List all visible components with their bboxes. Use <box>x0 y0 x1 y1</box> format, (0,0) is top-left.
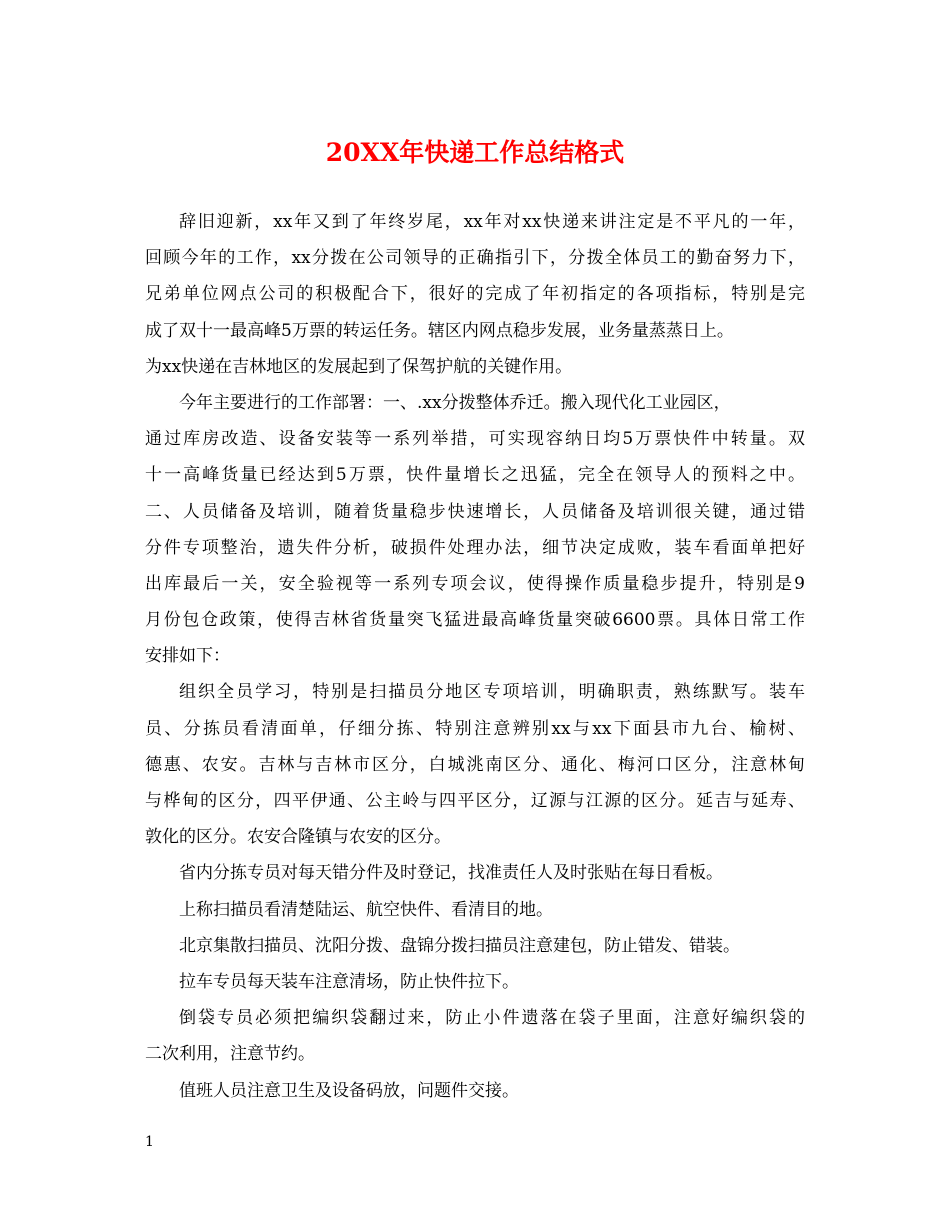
text-line: 二次利用，注意节约。 <box>145 1044 315 1065</box>
text-line: 分件专项整治，遗失件分析，破损件处理办法，细节决定成败，装车看面单把好 <box>145 537 805 558</box>
text-line: 为xx快递在吉林地区的发展起到了保驾护航的关键作用。 <box>145 356 573 377</box>
text-line: 省内分拣专员对每天错分件及时登记，找准责任人及时张贴在每日看板。 <box>179 863 723 884</box>
text-line: 敦化的区分。农安合隆镇与农安的区分。 <box>145 827 451 848</box>
document-title: 20XX年快递工作总结格式 <box>325 138 625 167</box>
text-line: 十一高峰货量已经达到5万票，快件量增长之迅猛，完全在领导人的预料之中。 <box>145 465 805 486</box>
text-line: 倒袋专员必须把编织袋翻过来，防止小件遗落在袋子里面，注意好编织袋的 <box>179 1008 805 1029</box>
text-line: 值班人员注意卫生及设备码放，问题件交接。 <box>179 1080 519 1101</box>
text-line: 辞旧迎新，xx年又到了年终岁尾，xx年对xx快递来讲注定是不平凡的一年， <box>179 212 805 232</box>
page-number: 1 <box>145 1134 154 1150</box>
text-line: 二、人员储备及培训，随着货量稳步快速增长，人员储备及培训很关键，通过错 <box>145 501 805 522</box>
text-line: 拉车专员每天装车注意清场，防止快件拉下。 <box>179 971 519 992</box>
text-line: 月份包仓政策，使得吉林省货量突飞猛进最高峰货量突破6600票。具体日常工作 <box>145 610 805 631</box>
text-line: 员、分拣员看清面单，仔细分拣、特别注意辨别xx与xx下面县市九台、榆树、 <box>145 718 805 739</box>
text-line: 北京集散扫描员、沈阳分拨、盘锦分拨扫描员注意建包，防止错发、错装。 <box>179 935 740 956</box>
text-line: 今年主要进行的工作部署：一、.xx分拨整体乔迁。搬入现代化工业园区， <box>179 392 731 413</box>
text-line: 与桦甸的区分，四平伊通、公主岭与四平区分，辽源与江源的区分。延吉与延寿、 <box>145 791 805 811</box>
text-line: 通过库房改造、设备安装等一系列举措，可实现容纳日均5万票快件中转量。双 <box>145 429 805 450</box>
text-line: 出库最后一关，安全验视等一系列专项会议，使得操作质量稳步提升，特别是9 <box>145 573 805 594</box>
text-line: 上称扫描员看清楚陆运、航空快件、看清目的地。 <box>179 899 553 920</box>
document-body <box>145 207 805 1112</box>
text-line: 兄弟单位网点公司的积极配合下，很好的完成了年初指定的各项指标，特别是完 <box>145 284 805 305</box>
text-line: 成了双十一最高峰5万票的转运任务。辖区内网点稳步发展，业务量蒸蒸日上。 <box>145 320 734 341</box>
text-line: 回顾今年的工作，xx分拨在公司领导的正确指引下，分拨全体员工的勤奋努力下， <box>145 248 805 269</box>
text-line: 组织全员学习，特别是扫描员分地区专项培训，明确职责，熟练默写。装车 <box>179 682 805 703</box>
text-line: 德惠、农安。吉林与吉林市区分，白城洮南区分、通化、梅河口区分，注意林甸 <box>145 754 805 775</box>
text-line: 安排如下： <box>145 646 230 667</box>
